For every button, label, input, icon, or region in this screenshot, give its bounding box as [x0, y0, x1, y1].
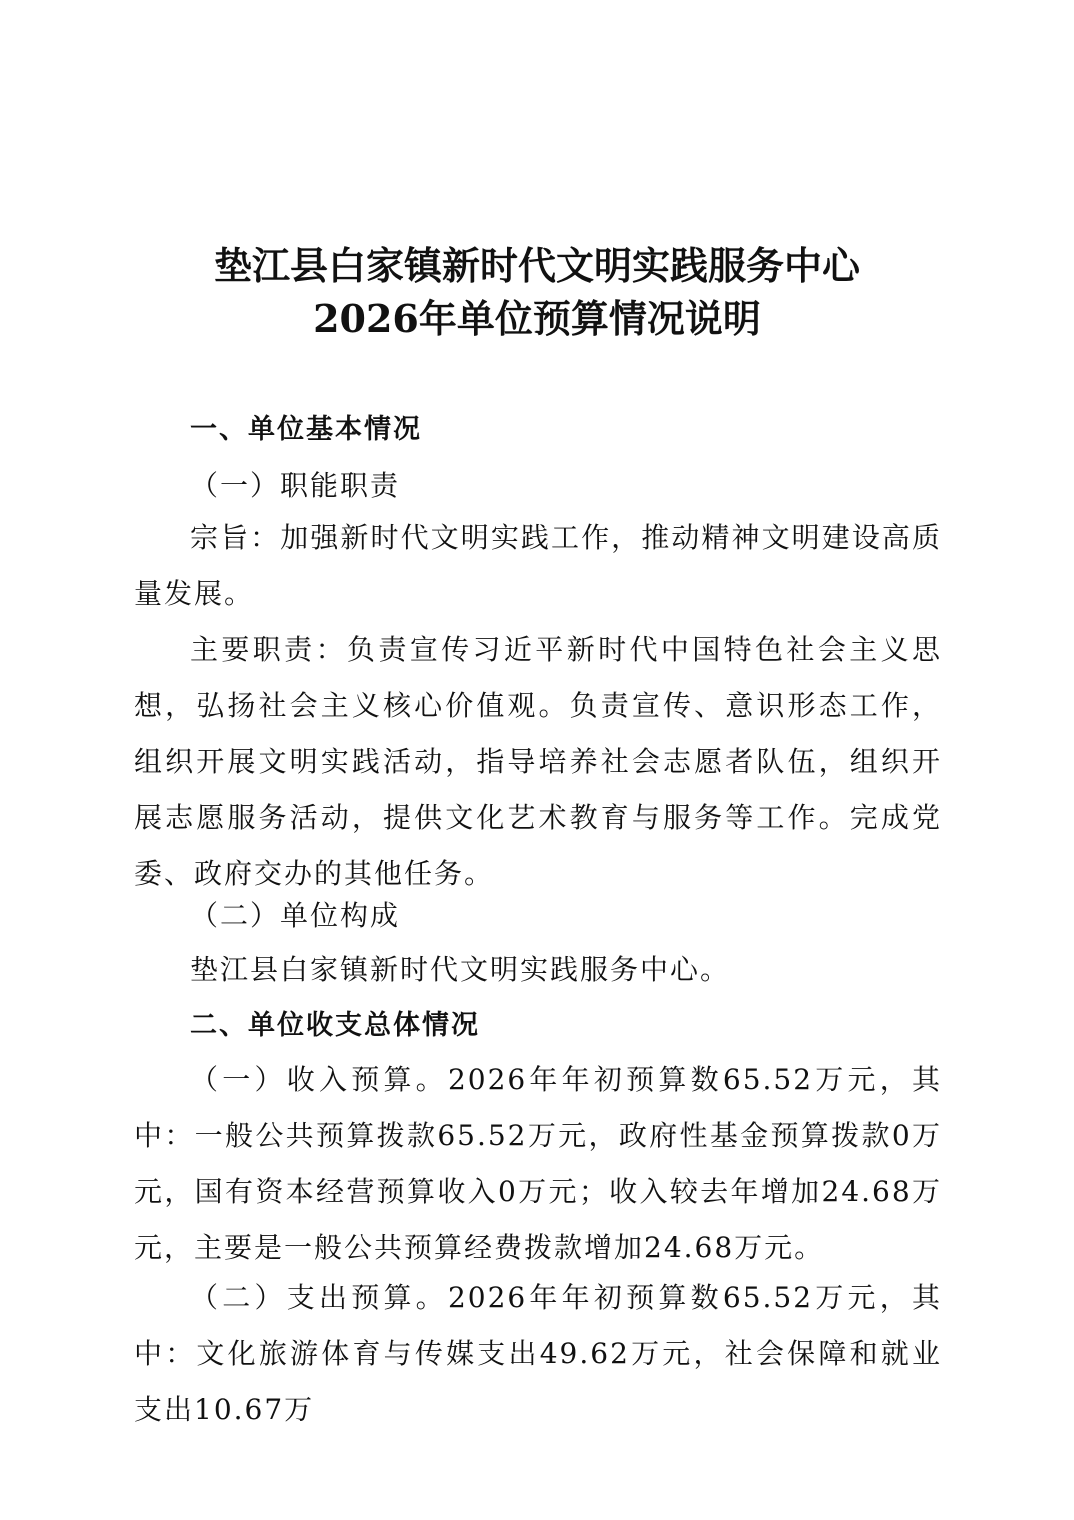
paragraph-expense-budget [134, 1270, 942, 1438]
income-budget-label: （一）收入预算。 [190, 1063, 448, 1096]
document-title-line1: 垫江县白家镇新时代文明实践服务中心 [213, 243, 860, 288]
document-title-line2: 2026年单位预算情况说明 [313, 296, 761, 341]
paragraph-duties: 主要职责：负责宣传习近平新时代中国特色社会主义思想，弘扬社会主义核心价值观。负责宣传、意识形态工作，组织开展文明实践活动，指导培养社会志愿者队伍，组织开展志愿服务活动，提供文化艺术教育与服务等工作。完成党委、政府交办的其他任务。 [134, 633, 942, 890]
paragraph-income-budget [134, 1052, 942, 1276]
income-budget-text: 2026年年初预算数65.52万元，其中：一般公共预算拨款65.52万元，政府性基金预算拨款0万元，国有资本经营预算收入0万元；收入较去年增加24.68万元，主要是一般公共预算经费拨款增加24.68万元。 [134, 1063, 942, 1264]
subheading-composition: （二）单位构成 [190, 899, 401, 932]
section-heading-overall-budget: 二、单位收支总体情况 [190, 1010, 480, 1041]
section-heading-basic-info: 一、单位基本情况 [190, 414, 422, 445]
expense-budget-label: （二）支出预算。 [190, 1281, 448, 1314]
subheading-functions: （一）职能职责 [190, 469, 401, 502]
paragraph-composition: 垫江县白家镇新时代文明实践服务中心。 [190, 953, 731, 986]
expense-budget-text: 2026年年初预算数65.52万元，其中：文化旅游体育与传媒支出49.62万元，社会保障和就业支出10.67万 [134, 1281, 942, 1426]
paragraph-purpose: 宗旨：加强新时代文明实践工作，推动精神文明建设高质量发展。 [134, 521, 942, 610]
